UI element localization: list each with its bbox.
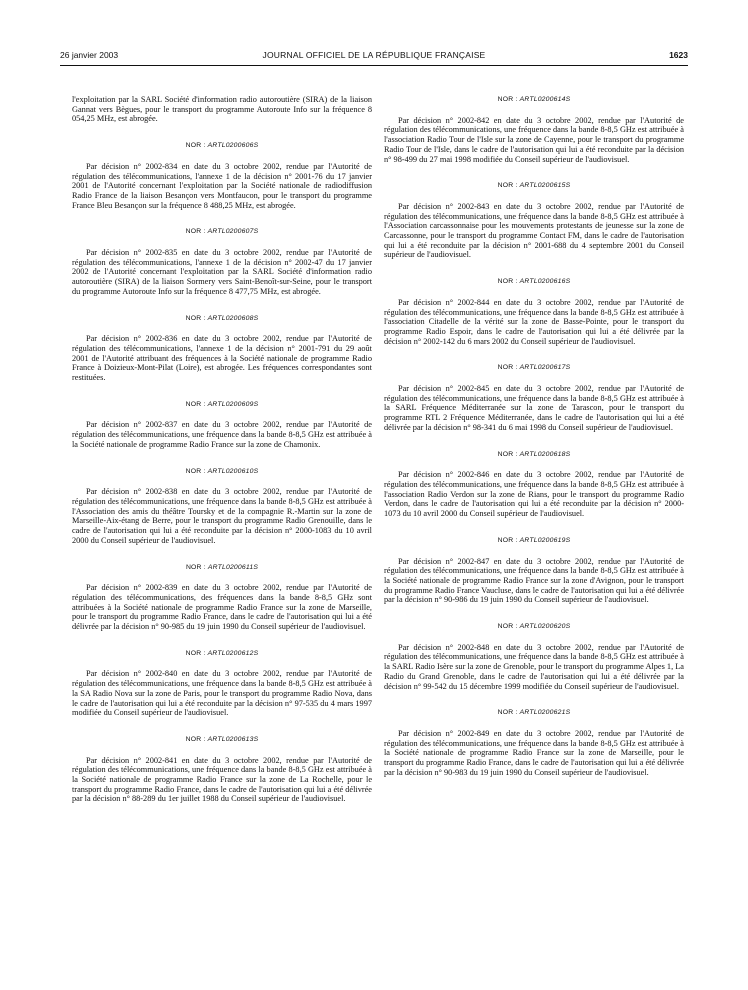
nor-code: ARTL0200608S — [207, 314, 259, 322]
header-journal-title: JOURNAL OFFICIEL DE LA RÉPUBLIQUE FRANÇAISE — [262, 50, 486, 60]
nor-label: NOR : — [185, 563, 208, 571]
decision-paragraph: Par décision n° 2002-846 en date du 3 octobre 2002, rendue par l'Autorité de régulation des télécommunications, une fréquence dans la bande 8-8,5 GHz est attribuée à l'association Radio Verdon sur la zone de Rians, pour le transport du programme Radio Verdon, dans le cadre de l'autorisation qui lui a été reconduite par la décision n° 2000-1073 du 10 avril 2000 du Conseil supérieur de l'audiovisuel. — [384, 470, 684, 519]
nor-label: NOR : — [497, 364, 520, 372]
nor-reference — [72, 649, 372, 659]
header-page-number: 1623 — [669, 50, 688, 60]
decision-paragraph: Par décision n° 2002-840 en date du 3 octobre 2002, rendue par l'Autorité de régulation des télécommunications, une fréquence dans la bande 8-8,5 GHz est attribuée à la SA Radio Nova sur la zone de Paris, pour le transport du programme Radio Nova, dans le cadre de l'autorisation qui lui a été reconduite par la décision n° 97-535 du 4 mars 1997 modifiée du Conseil supérieur de l'audiovisuel. — [72, 669, 372, 718]
nor-reference — [384, 363, 684, 373]
page-header — [60, 50, 688, 64]
nor-label: NOR : — [185, 228, 208, 236]
nor-reference — [72, 400, 372, 410]
nor-label: NOR : — [185, 314, 208, 322]
header-date: 26 janvier 2003 — [60, 50, 119, 60]
nor-code: ARTL0200612S — [207, 649, 259, 657]
nor-reference — [384, 181, 684, 191]
nor-label: NOR : — [497, 623, 520, 631]
nor-code: ARTL0200611S — [207, 563, 259, 571]
decision-paragraph: Par décision n° 2002-844 en date du 3 octobre 2002, rendue par l'Autorité de régulation des télécommunications, une fréquence dans la bande 8-8,5 GHz est attribuée à l'association Citadelle de la vérité sur la zone de Basse-Pointe, pour le transport du programme Radio Espoir, dans le cadre de l'autorisation qui lui a été délivrée par la décision n° 2002-142 du 6 mars 2002 du Conseil supérieur de l'audiovisuel. — [384, 297, 684, 346]
nor-label: NOR : — [185, 467, 208, 475]
decision-paragraph: Par décision n° 2002-837 en date du 3 octobre 2002, rendue par l'Autorité de régulation des télécommunications, une fréquence dans la bande 8-8,5 GHz est attribuée à la Société nationale de programme Radio France sur la zone de Chamonix. — [72, 420, 372, 449]
decision-paragraph: Par décision n° 2002-848 en date du 3 octobre 2002, rendue par l'Autorité de régulation des télécommunications, une fréquence dans la bande 8-8,5 GHz est attribuée à la SARL Radio Isère sur la zone de Grenoble, pour le transport du programme Alpes 1, La Radio du Grand Grenoble, dans le cadre de l'autorisation qui lui a été délivrée par la décision n° 99-542 du 15 décembre 1999 modifiée du Conseil supérieur de l'audiovisuel. — [384, 642, 684, 691]
left-column — [72, 95, 372, 804]
decision-paragraph: Par décision n° 2002-834 en date du 3 octobre 2002, rendue par l'Autorité de régulation des télécommunications, l'annexe 1 de la décision n° 2001-76 du 17 janvier 2001 de l'Autorité concernant l'exploitation par la Société nationale de radiodiffusion Radio France de la liaison Besançon vers Montfaucon, pour le transport du programme France Bleu Besançon sur la fréquence 8 488,25 MHz, est abrogée. — [72, 161, 372, 210]
nor-reference — [72, 227, 372, 237]
nor-reference — [384, 622, 684, 632]
header-rule — [60, 65, 688, 66]
nor-code: ARTL0200614S — [519, 96, 571, 103]
nor-code: ARTL0200617S — [519, 364, 571, 372]
decision-paragraph: Par décision n° 2002-845 en date du 3 octobre 2002, rendue par l'Autorité de régulation des télécommunications, une fréquence dans la bande 8-8,5 GHz est attribuée à la SARL Fréquence Méditerranée sur la zone de Tarascon, pour le transport du programme RTL 2 Fréquence Méditerranée, dans le cadre de l'autorisation qui lui a été délivrée par la décision n° 98-341 du 6 mai 1998 du Conseil supérieur de l'audiovisuel. — [384, 384, 684, 432]
decision-paragraph: Par décision n° 2002-849 en date du 3 octobre 2002, rendue par l'Autorité de régulation des télécommunications, une fréquence dans la bande 8-8,5 GHz est attribuée à la Société nationale de programme Radio France sur la zone de Marseille, pour le transport du programme Radio France, dans le cadre de l'autorisation qui lui a été délivrée par la décision n° 90-983 du 19 juin 1990 du Conseil supérieur de l'audiovisuel. — [384, 728, 684, 777]
nor-code: ARTL0200606S — [207, 142, 259, 150]
decision-paragraph: l'exploitation par la SARL Société d'information radio autoroutière (SIRA) de la liaison Gannat vers Bègues, pour le transport du programme Autoroute Info sur la fréquence 8 054,25 MHz, est abrogée. — [72, 95, 372, 124]
decision-paragraph: Par décision n° 2002-838 en date du 3 octobre 2002, rendue par l'Autorité de régulation des télécommunications, une fréquence dans la bande 8-8,5 GHz est attribuée à l'Association des amis du théâtre Toursky et de la compagnie R.-Martin sur la zone de Marseille-Aix-étang de Berre, pour le transport du programme Radio Grenouille, dans le cadre de l'autorisation qui lui a été reconduite par la décision n° 2000-1083 du 10 avril 2000 du Conseil supérieur de l'audiovisuel. — [72, 487, 372, 545]
decision-paragraph: Par décision n° 2002-842 en date du 3 octobre 2002, rendue par l'Autorité de régulation des télécommunications, une fréquence dans la bande 8-8,5 GHz est attribuée à l'association Radio Tour de l'Isle sur la zone de Cayenne, pour le transport du programme Radio Tour de l'Isle, dans le cadre de l'autorisation qui lui a été reconduite par la décision n° 98-499 du 27 mai 1998 modifiée du Conseil supérieur de l'audiovisuel. — [384, 115, 684, 164]
nor-reference — [384, 450, 684, 460]
decision-paragraph: Par décision n° 2002-847 en date du 3 octobre 2002, rendue par l'Autorité de régulation des télécommunications, une fréquence dans la bande 8-8,5 GHz est attribuée à la Société nationale de programme Radio France sur la zone d'Avignon, pour le transport du programme Radio France Vaucluse, dans le cadre de l'autorisation qui lui a été délivrée par la décision n° 90-986 du 19 juin 1990 du Conseil supérieur de l'audiovisuel. — [384, 556, 684, 605]
nor-code: ARTL0200615S — [519, 182, 571, 190]
nor-code: ARTL0200610S — [207, 467, 259, 475]
nor-reference — [384, 536, 684, 546]
nor-reference — [384, 708, 684, 718]
nor-reference — [72, 141, 372, 151]
nor-reference — [72, 563, 372, 573]
nor-code: ARTL0200621S — [519, 709, 571, 717]
nor-code: ARTL0200618S — [519, 450, 571, 458]
nor-code: ARTL0200613S — [207, 735, 259, 743]
decision-paragraph: Par décision n° 2002-841 en date du 3 octobre 2002, rendue par l'Autorité de régulation des télécommunications, une fréquence dans la bande 8-8,5 GHz est attribuée à la Société nationale de programme Radio France sur la zone de La Rochelle, pour le transport du programme Radio France, dans le cadre de l'autorisation qui lui a été délivrée par la décision n° 88-289 du 1er juillet 1988 du Conseil supérieur de l'audiovisuel. — [72, 755, 372, 804]
nor-code: ARTL0200607S — [207, 228, 259, 236]
nor-reference — [72, 467, 372, 477]
nor-code: ARTL0200620S — [519, 623, 571, 631]
nor-label: NOR : — [497, 96, 520, 103]
nor-reference — [72, 314, 372, 324]
nor-code: ARTL0200609S — [207, 400, 259, 408]
right-column — [384, 95, 684, 777]
decision-paragraph: Par décision n° 2002-839 en date du 3 octobre 2002, rendue par l'Autorité de régulation des télécommunications, des fréquences dans la bande 8-8,5 GHz sont attribuées à la Société nationale de programme Radio France sur la zone de Marseille, pour le transport du programme Radio France, dans le cadre de l'autorisation qui lui a été délivrée par la décision n° 90-985 du 19 juin 1990 du Conseil supérieur de l'audiovisuel. — [72, 583, 372, 632]
nor-label: NOR : — [497, 536, 520, 544]
nor-reference — [384, 95, 684, 105]
decision-paragraph: Par décision n° 2002-843 en date du 3 octobre 2002, rendue par l'Autorité de régulation des télécommunications, une fréquence dans la bande 8-8,5 GHz est attribuée à l'Association carcassonnaise pour les mouvements protestants de jeunesse sur la zone de Carcassonne, pour le transport du programme Contact FM, dans le cadre de l'autorisation qui lui a été reconduite par la décision n° 2001-688 du 4 septembre 2001 du Conseil supérieur de l'audiovisuel. — [384, 201, 684, 260]
decision-paragraph: Par décision n° 2002-836 en date du 3 octobre 2002, rendue par l'Autorité de régulation des télécommunications, l'annexe 1 de la décision n° 2001-791 du 29 août 2001 de l'Autorité attribuant des fréquences à la Société nationale de programme Radio France à Doizieux-Mont-Pilat (Loire), est abrogée. Les fréquences correspondantes sont restituées. — [72, 334, 372, 383]
nor-label: NOR : — [497, 278, 520, 286]
decision-paragraph: Par décision n° 2002-835 en date du 3 octobre 2002, rendue par l'Autorité de régulation des télécommunications, l'annexe 1 de la décision n° 2002-47 du 17 janvier 2002 de l'Autorité concernant l'exploitation par la SARL Société d'information radio autoroutière (SIRA) de la liaison Sormery vers Saint-Benoît-sur-Seine, pour le transport du programme Autoroute Info sur la fréquence 8 477,75 MHz, est abrogée. — [72, 248, 372, 296]
nor-label: NOR : — [497, 182, 520, 190]
nor-label: NOR : — [497, 450, 520, 458]
nor-code: ARTL0200616S — [519, 278, 571, 286]
nor-label: NOR : — [185, 142, 208, 150]
nor-label: NOR : — [497, 709, 520, 717]
nor-reference — [384, 277, 684, 287]
nor-label: NOR : — [185, 649, 208, 657]
nor-label: NOR : — [185, 735, 208, 743]
nor-reference — [72, 735, 372, 745]
nor-code: ARTL0200619S — [519, 536, 571, 544]
nor-label: NOR : — [185, 400, 208, 408]
